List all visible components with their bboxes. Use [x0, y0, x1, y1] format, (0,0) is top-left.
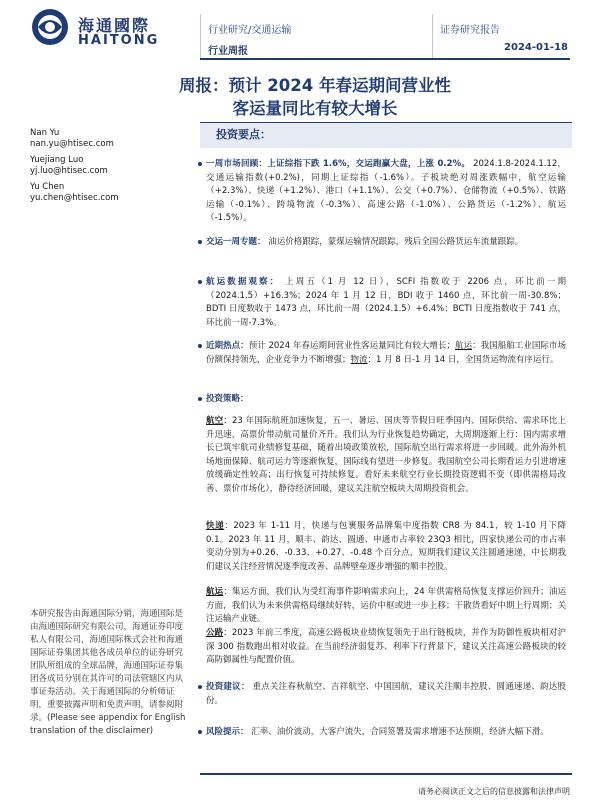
- aviation-label: 航空: [206, 416, 224, 426]
- investment-strategy-item: [206, 393, 566, 407]
- logo-english-name: HAITONG: [78, 33, 160, 48]
- risk-warning-body: 汇率、油价波动，大客户流失，合同签署及需求增速不达预期，经济大幅下滑。: [251, 727, 549, 737]
- header-divider: [200, 14, 201, 60]
- highway-strategy: [206, 627, 566, 668]
- investment-advice-body: 重点关注春秋航空、吉祥航空、中国国航，建议关注顺丰控股、圆通速递、韵达股份。: [206, 682, 566, 706]
- analyst-3: [30, 182, 119, 204]
- shipping-label: 航运: [206, 587, 224, 597]
- highway-label: 公路: [206, 628, 224, 638]
- shipping-data-body: 上周五（1 月 12 日），SCFI 指数收于 2206 点，环比前一期（2024.1.5）+16.3%；2024 年 1 月 12 日，BDI 收于 1460 点，环比前一周-30.8%；BDTI 日度数收于 1473 点，环比前一周（2024.1.5）+6.4%；BCTI 日度指数收于 741 点，环比前一周-7.3%。: [206, 277, 567, 328]
- aviation-body: ：23 年国际航班加速恢复，五一、暑运、国庆等节假日旺季国内、国际供给、需求环比上升迅速，高票价带动航司量价齐升。我们认为行业恢复趋势确定，大周期逐渐上行：国内需求增长已筑牢航司业绩修复基础，随着出境政策放松，国际航空出行需求将进一步回暖。此外海外机场地面保障、航司运力等逐渐恢复，国际线有望进一步修复。我国航空公司长期看运力引进增速放缓确定性较高；出行恢复可持续修复。看好未来航空行业长期投资逻辑不变（即供需格局改善、票价市场化），静待经济回暖，建议关注航空板块大周期投资机会。: [206, 416, 566, 494]
- recent-hotspots-item: [206, 340, 566, 367]
- market-review-item: [206, 158, 566, 226]
- report-series: 证券研究报告: [440, 25, 500, 36]
- report-title-line1: 周报：预计 2024 年春运期间营业性: [179, 76, 451, 95]
- haitong-logo-icon: [30, 7, 70, 47]
- section-bottom-rule: [200, 773, 572, 775]
- market-review-lead: 一周市场回顾：上证综指下跌 1.6%，交运跑赢大盘，上涨 0.2%。: [206, 159, 471, 169]
- analyst-email[interactable]: yj.luo@htisec.com: [30, 166, 108, 176]
- analyst-name: Yu Chen: [30, 182, 65, 192]
- report-category: 行业研究/交通运输: [208, 25, 292, 36]
- footer-notice: 请务必阅读正文之后的信息披露和法律声明: [418, 787, 570, 796]
- shipping-strategy: [206, 586, 566, 627]
- aviation-strategy: [206, 415, 566, 496]
- shipping-data-item: [206, 276, 566, 330]
- express-body: ：2023 年 1-11 月，快递与包裹服务品牌集中度指数 CR8 为 84.1，较 1-10 月下降 0.1。2023 年 11 月，顺丰、韵达、圆通、申通市占率较 23Q3 相比，四家快递公司的市占率变动分别为+0.26、-0.33、+0.27、-0.48 个百分点，短期我们建议关注圆通速递，中长期我们建议关注经营情况逐季度改善、品牌壁垒逐步增强的顺丰控股。: [206, 521, 566, 572]
- weekly-topic-item: [206, 236, 566, 250]
- recent-hotspots-body-1: 预计 2024 年春运期间营业性客运量同比有较大增长；: [248, 341, 455, 351]
- disclaimer-text: 本研究报告由海通国际分销，海通国际是由海通国际研究有限公司，海通证券印度私人有限公司，海通国际株式会社和海通国际证券集团其他各成员单位的证券研究团队所组成的全球品牌，海通国际证券集团各成员分别在其许可的司法管辖区内从事证券活动。关于海通国际的分析师证明，重要披露声明和免责声明，请参阅附录。(Please see appendix for English translation of the disclaimer): [30, 609, 186, 736]
- haitong-logo: [30, 7, 190, 53]
- shipping-data-lead: 航运数据观察：: [206, 277, 281, 287]
- report-type: 行业周报: [208, 46, 248, 57]
- section-title: 投资要点：: [200, 122, 572, 148]
- weekly-topic-body: 油运价格跟踪，蒙煤运输情况跟踪，残后全国公路货运车流量跟踪。: [268, 237, 524, 247]
- hotspot-logistics-label: 物流: [350, 354, 368, 365]
- analyst-name: Yuejiang Luo: [30, 155, 84, 165]
- analyst-email[interactable]: nan.yu@htisec.com: [30, 139, 114, 149]
- investment-advice-lead: 投资建议：: [206, 682, 250, 692]
- investment-strategy-lead: 投资策略：: [206, 394, 249, 404]
- highway-body: ：2023 年前三季度，高速公路板块业绩恢复领先于出行链板块，并作为防御性板块相对沪深 300 指数跑出相对收益。在当前经济弱复苏、利率下行背景下，建议关注高速公路板块的较高防御属性与配置价值。: [206, 628, 566, 665]
- risk-warning-item: [206, 726, 566, 740]
- recent-hotspots-body-2: ：我国船舶工业国际市场份额保持领先，企业竞争力不断增强；: [206, 341, 566, 365]
- express-label: 快递: [206, 521, 225, 531]
- header-divider-right: [432, 14, 433, 60]
- report-title-line2: 客运量同比有较大增长: [232, 99, 398, 118]
- investment-highlights-section: [200, 122, 572, 148]
- logo-chinese-name: 海通國際: [78, 16, 151, 35]
- weekly-topic-lead: 交运一周专题：: [206, 237, 266, 247]
- express-strategy: [206, 520, 566, 574]
- analyst-1: [30, 128, 114, 150]
- market-review-body: 2024.1.8-2024.1.12，交通运输指数(+0.2%)，同期上证综指（-1.6%）。子板块绝对周涨跌幅中，航空运输（+2.3%）、快递（+1.2%）、港口（+1.1%）、公交（+0.7%）、仓储物流（+0.5%）、铁路运输（-0.1%）、跨境物流（-0.3%）、高速公路（-1.0%）、公路货运（-1.2%）、航运（-1.5%）。: [206, 159, 566, 223]
- investment-advice-item: [206, 681, 566, 708]
- header-rule: [200, 58, 570, 60]
- recent-hotspots-lead: 近期热点：: [206, 341, 249, 351]
- shipping-body: ：集运方面，我们认为受红海事件影响需求向上，24 年供需格局恢复支撑运价回升；油运方面，我们认为未来供需格局继续好转，运价中枢或进一步上移；干散货看好中期上行周期；关注运输产业链。: [206, 587, 566, 624]
- analyst-name: Nan Yu: [30, 128, 60, 138]
- recent-hotspots-body-3: ：1 月 8 日-1 月 14 日，全国货运物流有序运行。: [367, 354, 559, 365]
- analyst-2: [30, 155, 108, 177]
- analyst-email[interactable]: yu.chen@htisec.com: [30, 193, 119, 203]
- hotspot-aviation-label: 航运: [455, 341, 473, 351]
- report-date: 2024-01-18: [504, 42, 568, 53]
- risk-warning-lead: 风险提示：: [206, 727, 249, 737]
